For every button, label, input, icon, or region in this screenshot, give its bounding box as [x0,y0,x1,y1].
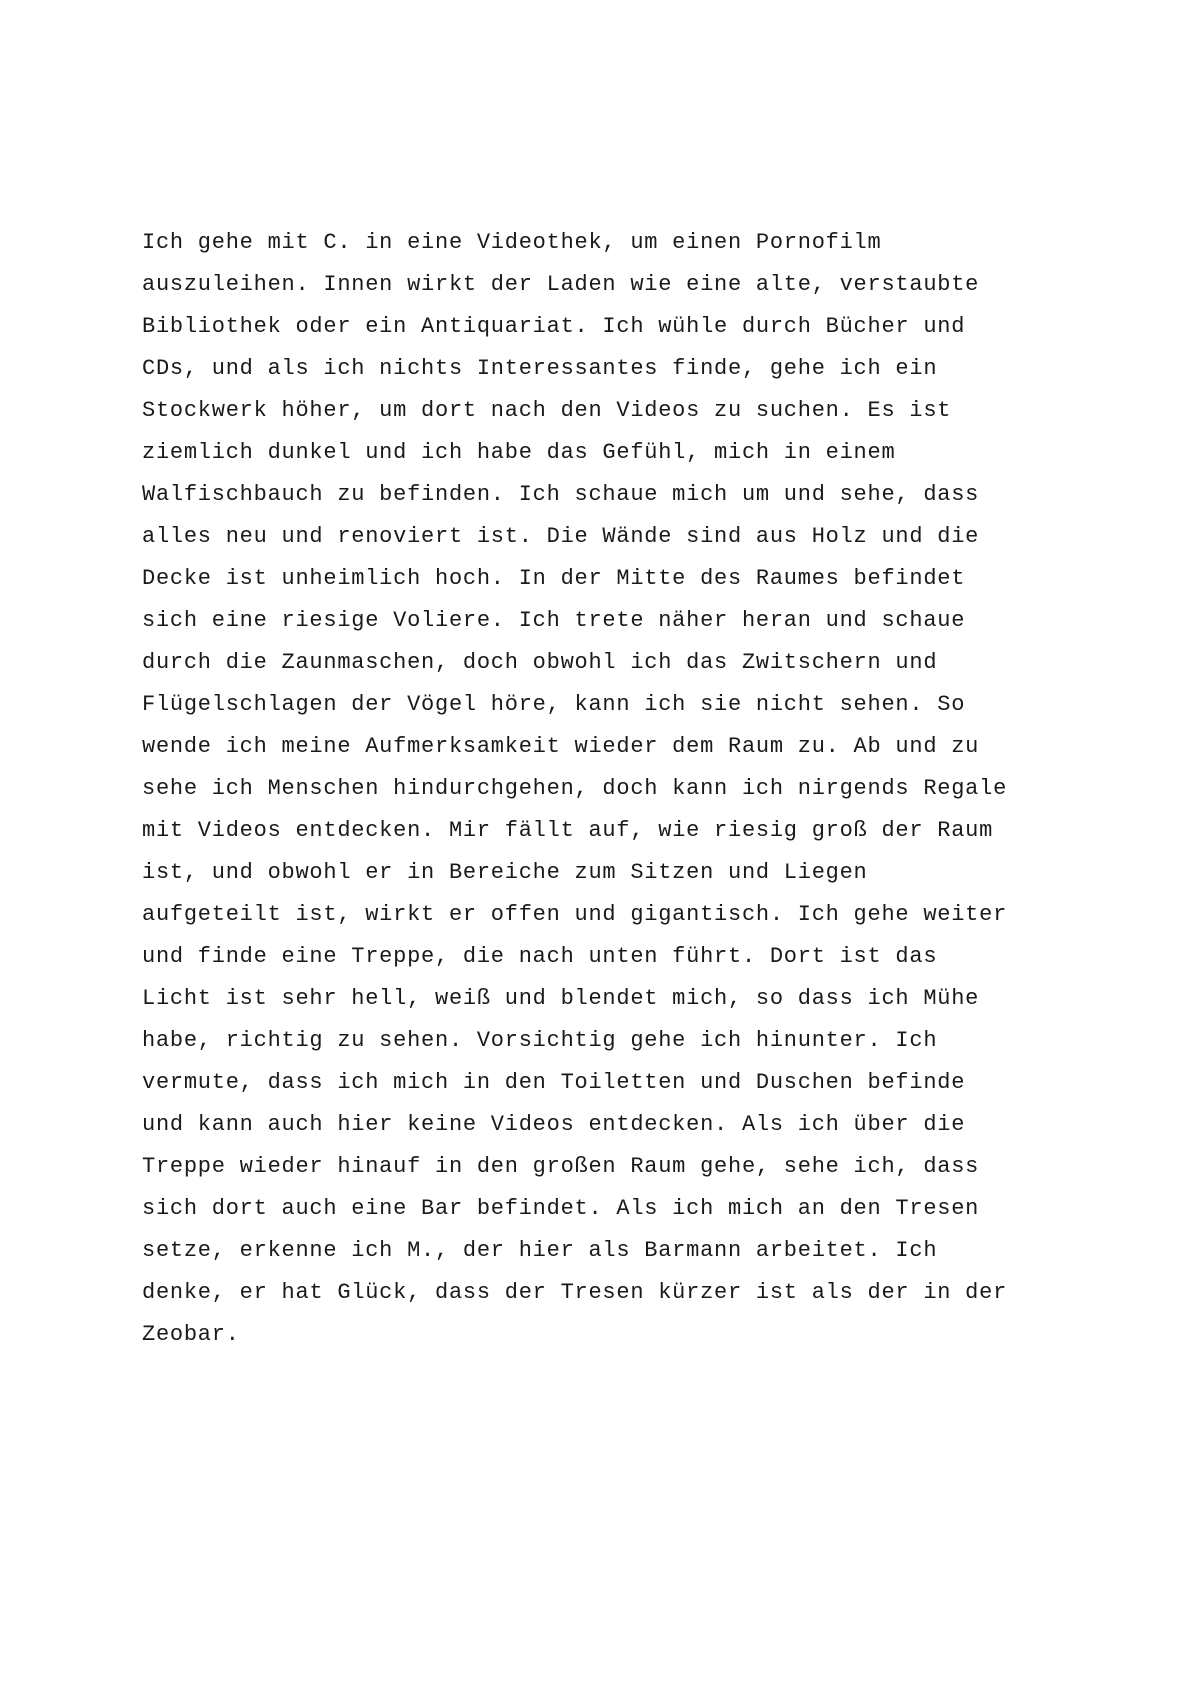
body-text [142,222,1102,1356]
text-line: ziemlich dunkel und ich habe das Gefühl, mich in einem [142,440,896,465]
text-line: durch die Zaunmaschen, doch obwohl ich das Zwitschern und [142,650,938,675]
text-line: Zeobar. [142,1322,240,1347]
text-line: Walfischbauch zu befinden. Ich schaue mich um und sehe, dass [142,482,980,507]
text-line: und finde eine Treppe, die nach unten führt. Dort ist das [142,944,938,969]
text-line: denke, er hat Glück, dass der Tresen kürzer ist als der in der [142,1280,1008,1305]
text-line: Treppe wieder hinauf in den großen Raum gehe, sehe ich, dass [142,1154,980,1179]
text-line: alles neu und renoviert ist. Die Wände sind aus Holz und die [142,524,980,549]
text-line: CDs, und als ich nichts Interessantes finde, gehe ich ein [142,356,938,381]
text-line: Flügelschlagen der Vögel höre, kann ich sie nicht sehen. So [142,692,966,717]
text-line: und kann auch hier keine Videos entdecken. Als ich über die [142,1112,966,1137]
text-line: Stockwerk höher, um dort nach den Videos zu suchen. Es ist [142,398,952,423]
text-line: mit Videos entdecken. Mir fällt auf, wie riesig groß der Raum [142,818,994,843]
text-line: Decke ist unheimlich hoch. In der Mitte des Raumes befindet [142,566,966,591]
text-line: aufgeteilt ist, wirkt er offen und gigantisch. Ich gehe weiter [142,902,1008,927]
text-line: Licht ist sehr hell, weiß und blendet mich, so dass ich Mühe [142,986,980,1011]
text-line: Ich gehe mit C. in eine Videothek, um einen Pornofilm [142,230,882,255]
text-line: sich dort auch eine Bar befindet. Als ich mich an den Tresen [142,1196,980,1221]
text-line: sehe ich Menschen hindurchgehen, doch kann ich nirgends Regale [142,776,1008,801]
text-line: Bibliothek oder ein Antiquariat. Ich wühle durch Bücher und [142,314,966,339]
text-line: vermute, dass ich mich in den Toiletten und Duschen befinde [142,1070,966,1095]
text-line: habe, richtig zu sehen. Vorsichtig gehe ich hinunter. Ich [142,1028,938,1053]
text-line: wende ich meine Aufmerksamkeit wieder dem Raum zu. Ab und zu [142,734,980,759]
text-line: sich eine riesige Voliere. Ich trete näher heran und schaue [142,608,966,633]
text-line: ist, und obwohl er in Bereiche zum Sitzen und Liegen [142,860,868,885]
text-line: auszuleihen. Innen wirkt der Laden wie eine alte, verstaubte [142,272,980,297]
text-line: setze, erkenne ich M., der hier als Barmann arbeitet. Ich [142,1238,938,1263]
